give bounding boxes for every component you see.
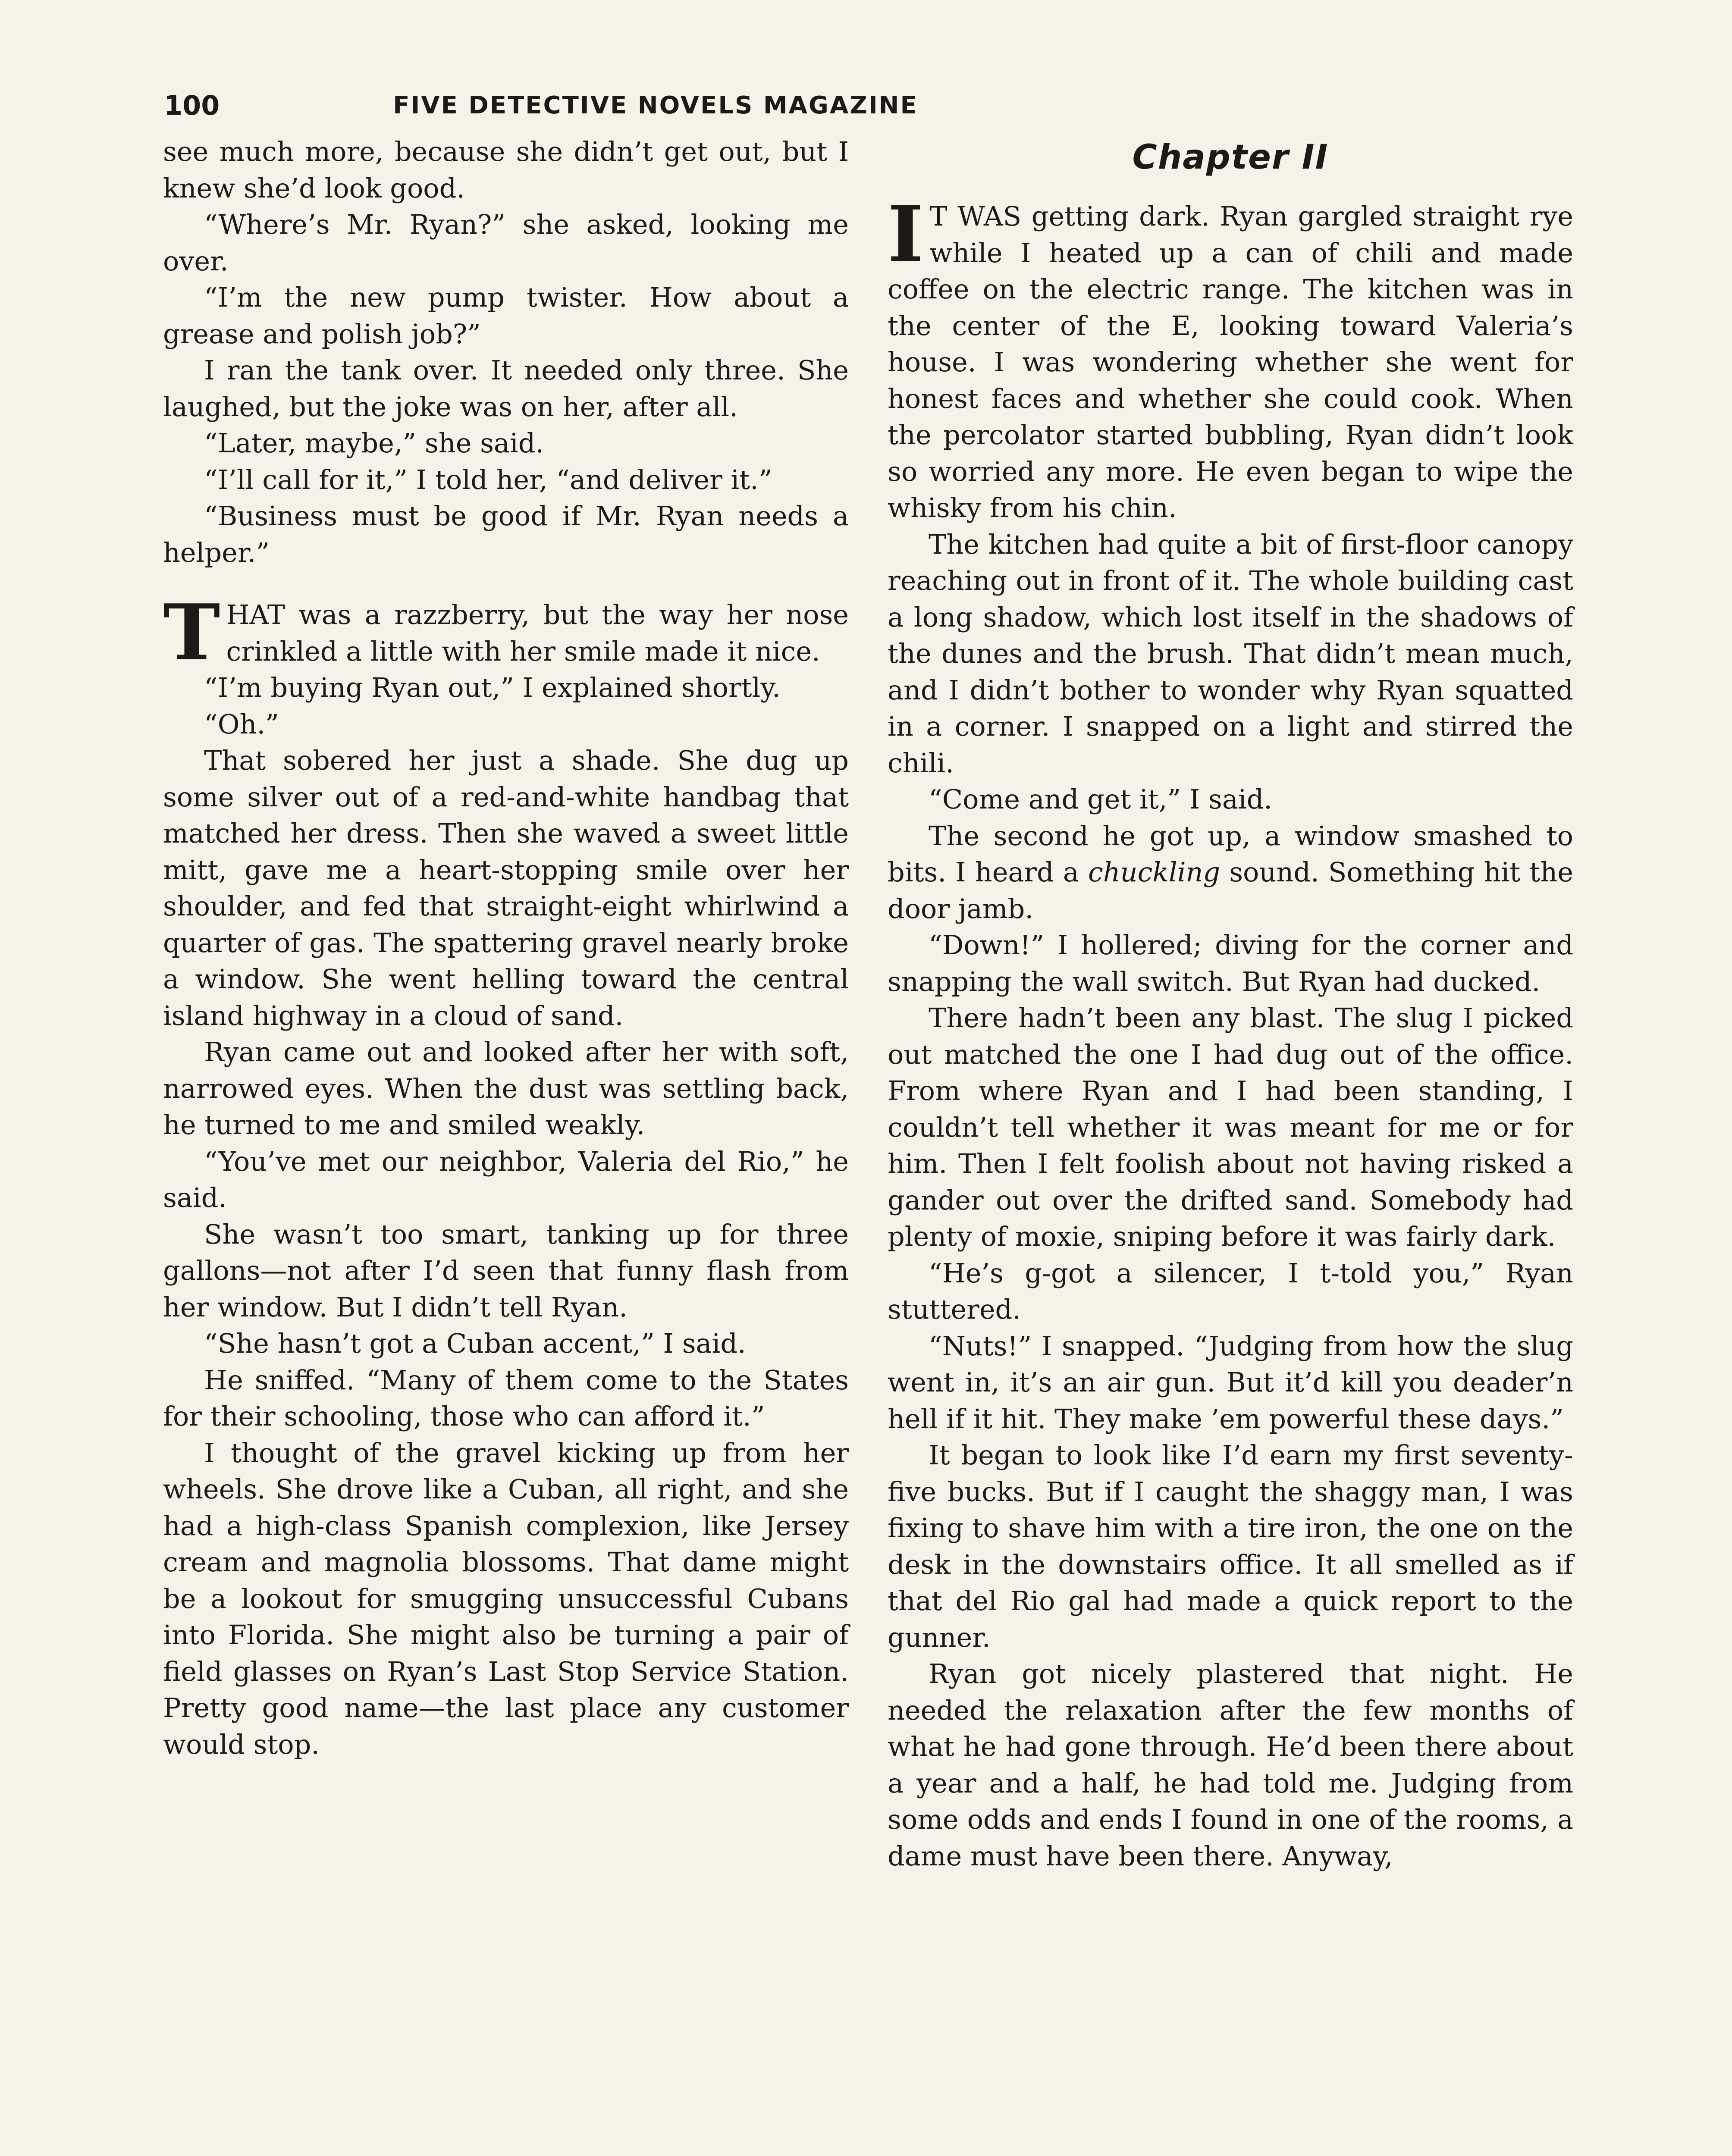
paragraph: It began to look like I’d earn my first seventy-five bucks. But if I caught the shaggy man, I was fixing to shave him with a tire iron, the one on the desk in the downstairs office. It all smelled as if that del Rio gal had made a quick report to the gunner.	[888, 1439, 1573, 1653]
paragraph: “Oh.”	[204, 708, 279, 740]
chapter-title: Chapter II	[1132, 138, 1329, 177]
paragraph-text: The second he got up, a window smashed to bits. I heard a	[888, 820, 1573, 888]
paragraph: “I’m buying Ryan out,” I explained shortly.	[204, 672, 781, 703]
paragraph: “He’s g-got a silencer, I t-told you,” Ryan stuttered.	[888, 1257, 1573, 1325]
paragraph: “Where’s Mr. Ryan?” she asked, looking me over.	[163, 209, 849, 277]
page-header	[164, 86, 1147, 125]
paragraph: Ryan came out and looked after her with soft, narrowed eyes. When the dust was settling back, he turned to me and smiled weakly.	[163, 1036, 849, 1141]
paragraph: The kitchen had quite a bit of first-floor canopy reaching out in front of it. The whole building cast a long shadow, which lost itself in the shadows of the dunes and the brush. That didn’t mean much, and I didn’t bother to wonder why Ryan squatted in a corner. I snapped on a light and stirred the chili.	[888, 528, 1573, 779]
paragraph: “I’m the new pump twister. How about a grease and polish job?”	[163, 282, 849, 350]
paragraph: I thought of the gravel kicking up from her wheels. She drove like a Cuban, all right, and she had a high-class Spanish complexion, like Jersey cream and magnolia blossoms. That dame might be a lookout for smugging unsuccessful Cubans into Florida. She might also be turning a pair of field glasses on Ryan’s Last Stop Service Station. Pretty good name—the last place any customer would stop.	[163, 1437, 849, 1760]
paragraph: That sobered her just a shade. She dug up some silver out of a red-and-white handbag that matched her dress. Then she waved a sweet little mitt, gave me a heart-stopping smile over her shoulder, and fed that straight-eight whirlwind a quarter of gas. The spattering gravel nearly broke a window. She went helling toward the central island highway in a cloud of sand.	[163, 745, 849, 1031]
paragraph: “She hasn’t got a Cuban accent,” I said.	[204, 1328, 746, 1359]
dropcap-paragraph	[163, 587, 849, 677]
paragraph: “Nuts!” I snapped. “Judging from how the slug went in, it’s an air gun. But it’d kill you deader’n hell if it hit. They make ’em powerful these days.”	[888, 1330, 1573, 1435]
paragraph: see much more, because she didn’t get out, but I knew she’d look good.	[163, 136, 849, 204]
magazine-title: FIVE DETECTIVE NOVELS MAGAZINE	[393, 91, 918, 119]
page-number: 100	[164, 90, 220, 121]
dropcap-paragraph	[888, 189, 1573, 526]
left-column	[163, 134, 849, 1763]
drop-cap: T	[163, 587, 220, 677]
paragraph-text: HAT was a razzberry, but the way her nose crinkled a little with her smile made it nice.	[226, 599, 849, 667]
paragraph-text: sound. Something hit the door jamb.	[888, 856, 1573, 924]
paragraph: She wasn’t too smart, tanking up for three gallons—not after I’d seen that funny flash from her window. But I didn’t tell Ryan.	[163, 1218, 849, 1323]
right-column	[888, 134, 1573, 1874]
paragraph: He sniffed. “Many of them come to the States for their schooling, those who can afford it.”	[163, 1364, 849, 1432]
paragraph: I ran the tank over. It needed only three. She laughed, but the joke was on her, after all.	[163, 354, 849, 423]
paragraph: “You’ve met our neighbor, Valeria del Rio,” he said.	[163, 1145, 849, 1213]
paragraph: There hadn’t been any blast. The slug I picked out matched the one I had dug out of the office. From where Ryan and I had been standing, I couldn’t tell whether it was meant for me or for him. Then I felt foolish about not having risked a gander out over the drifted sand. Somebody had plenty of moxie, sniping before it was fairly dark.	[888, 1002, 1573, 1252]
paragraph: Ryan got nicely plastered that night. He needed the relaxation after the few months of what he had gone through. He’d been there about a year and a half, he had told me. Judging from some odds and ends I found in one of the rooms, a dame must have been there. Anyway,	[888, 1658, 1573, 1872]
paragraph: “Business must be good if Mr. Ryan needs a helper.”	[163, 500, 849, 568]
italic-word: chuckling	[1088, 856, 1221, 888]
paragraph-text: T WAS getting dark. Ryan gargled straight rye while I heated up a can of chili and made coffee on the electric range. The kitchen was in the center of the E, looking toward Valeria’s house. I was wondering whether she went for honest faces and whether she could cook. When the percolator started bubbling, Ryan didn’t look so worried any more. He even began to wipe the whisky from his chin.	[888, 201, 1573, 523]
paragraph: “Later, maybe,” she said.	[204, 427, 544, 459]
paragraph: “Come and get it,” I said.	[929, 783, 1273, 815]
paragraph	[888, 818, 1573, 928]
drop-cap: I	[888, 189, 924, 279]
paragraph: “I’ll call for it,” I told her, “and deliver it.”	[204, 464, 772, 495]
paragraph: “Down!” I hollered; diving for the corner and snapping the wall switch. But Ryan had ducked.	[888, 929, 1573, 997]
